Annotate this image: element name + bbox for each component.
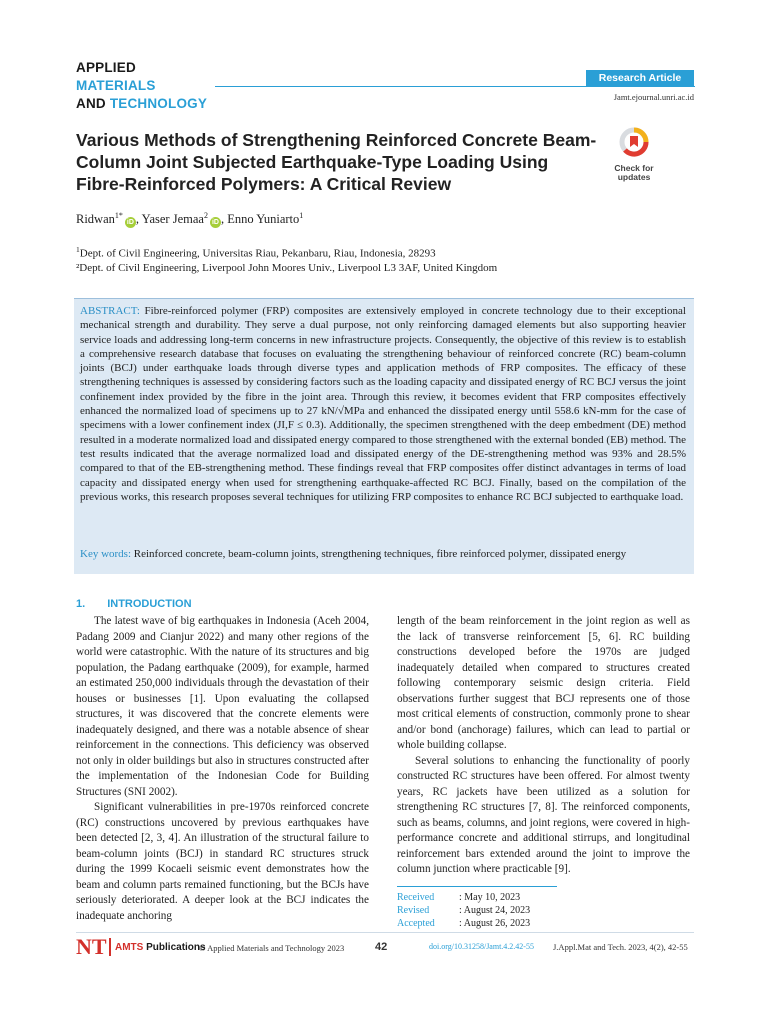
publisher-name-a: AMTS xyxy=(115,942,144,953)
journal-name-line1: APPLIED xyxy=(76,60,136,75)
abstract-label: ABSTRACT: xyxy=(80,305,140,317)
check-updates-line1: Check for xyxy=(614,163,654,173)
journal-name-line2: MATERIALS xyxy=(76,78,156,93)
check-for-updates[interactable] xyxy=(604,127,664,182)
author-1-affiliation: 1* xyxy=(114,211,123,220)
keywords xyxy=(80,548,686,560)
affiliation-2: ²Dept. of Civil Engineering, Liverpool John Moores Univ., Liverpool L3 3AF, United Kingdom xyxy=(76,262,498,274)
journal-url[interactable]: Jamt.ejournal.unri.ac.id xyxy=(613,92,694,102)
page-number: 42 xyxy=(375,941,388,953)
section-number: 1. xyxy=(76,598,86,610)
publisher-name-b: Publications xyxy=(143,942,206,953)
check-updates-line2: updates xyxy=(617,172,651,182)
footer-rule xyxy=(76,932,694,933)
orcid-icon[interactable]: iD xyxy=(126,219,134,227)
author-2-affiliation: 2 xyxy=(203,211,208,220)
author-list xyxy=(76,211,303,228)
author-2: , Yaser Jemaa xyxy=(135,212,204,227)
check-updates-icon xyxy=(619,127,649,157)
affiliation-1 xyxy=(76,245,436,260)
section-heading xyxy=(76,598,192,610)
body-column-right xyxy=(397,614,690,878)
keywords-text: Reinforced concrete, beam-column joints, strengthening techniques, fibre reinforced polymer, dissipated energy xyxy=(131,548,627,560)
revised-date: : August 24, 2023 xyxy=(459,905,531,916)
paragraph: length of the beam reinforcement in the joint region as well as the lack of transverse reinforcement [5, 6]. RC building constructions developed before the 1970s are judged inadequately detailed when compared to structures created following contemporary seismic design criteria. Field observations further suggest that BCJ represents one of those most critical elements of construction, commonly prone to shear and/or bond (anchorage) failures, which can lead to partial or whole building collapse. xyxy=(397,615,690,751)
paragraph: Several solutions to enhancing the functionality of poorly constructed RC structures have been offered. For almost twenty years, RC jackets have been utilized as a solution for strengthening RC structures [7, 8]. The reinforced components, such as beams, columns, and joint regions, were covered in high-performance concrete and additional stirrups, and longitudinal reinforcement bars extended around the joint to improve the column junction where practicable [9]. xyxy=(397,754,690,875)
author-3: , Enno Yuniarto xyxy=(220,212,300,227)
accepted-date: : August 26, 2023 xyxy=(459,918,531,929)
body-column-left xyxy=(76,614,369,924)
journal-name-line3b: TECHNOLOGY xyxy=(109,96,208,111)
revised-label: Revised xyxy=(397,905,430,916)
dates-rule xyxy=(397,886,557,887)
paragraph: Significant vulnerabilities in pre-1970s reinforced concrete (RC) constructions uncovered by previous earthquakes have been detected [2, 3, 4]. An illustration of the structural failure to beam-column joints (BCJ) in standard RC structures struck during the 1999 Kocaeli seismic event demonstrates how the beam and column parts remained functioning, but the BCJs have seriously deteriorated. A deeper look at the BCJ indicates the inadequate anchoring xyxy=(76,801,369,922)
affiliation-1-number: 1 xyxy=(76,245,80,254)
orcid-icon[interactable]: iD xyxy=(211,219,219,227)
accepted-label: Accepted xyxy=(397,918,435,929)
doi-link[interactable]: doi.org/10.31258/Jamt.4.2.42-55 xyxy=(429,942,534,951)
keywords-label: Key words: xyxy=(80,548,132,560)
copyright: © Applied Materials and Technology 2023 xyxy=(199,943,345,953)
journal-name-line3a: AND xyxy=(76,96,110,111)
section-title: INTRODUCTION xyxy=(107,598,192,610)
article-type-badge: Research Article xyxy=(586,70,694,86)
author-3-affiliation: 1 xyxy=(299,211,304,220)
affiliation-1-text: Dept. of Civil Engineering, Universitas Riau, Pekanbaru, Riau, Indonesia, 28293 xyxy=(79,247,436,260)
article-dates xyxy=(397,891,530,930)
header-rule xyxy=(215,86,695,87)
author-1: Ridwan xyxy=(76,212,115,227)
publisher-logo: NT xyxy=(76,934,107,959)
abstract-text: Fibre-reinforced polymer (FRP) composites are extensively employed in concrete technology due to their exceptional mechanical strength and durability. They serve a dual purpose, not only reinforcing damaged elements but also supporting heavier service loads and addressing long-term concerns in new infrastructure projects. Consequently, the objective of this review is to establish a comprehensive research database that focuses on evaluating the strengthening behaviour of reinforced concrete (RC) beam-column joints (BCJ) under earthquake loads through diverse types and application methods of FRP composites. The efficacy of these strengthening techniques is assessed by considering factors such as the loading capacity and dissipated energy of RC BCJ versus the joint confinement index provided by the fibre in the joint area. Through this review, it becomes evident that FRP composites effectively enhanced the normalized load of specimens up to 27 kN/√MPa and enhanced the dissipated energy until 558.6 kN-mm for the case of specimens with a lower confinement index (JI,F ≤ 0.3). Additionally, the specimen strengthened with the deep embedment (DE) method resulted in a moderate normalized load and dissipated energy compared to those strengthened with the external bonded (EB) method. The test results indicated that the average normalized load and dissipated energy of the DE-strengthening method was 93% and 28.5% compared to that of the EB-strengthening method. These findings reveal that FRP composites offer distinct advantages in terms of load capacity and dissipated energy when used for strengthening earthquake-affected RC BCJ. Finally, based on the compilation of the previous works, this research proposes several techniques for utilizing FRP composites to enhance RC BCJ subjected to earthquake load. xyxy=(80,305,686,503)
received-date: : May 10, 2023 xyxy=(459,892,521,903)
abstract xyxy=(80,304,686,504)
publisher-name xyxy=(115,942,206,953)
citation: J.Appl.Mat and Tech. 2023, 4(2), 42-55 xyxy=(553,942,688,952)
received-label: Received xyxy=(397,892,435,903)
journal-logo xyxy=(76,59,207,113)
paragraph: The latest wave of big earthquakes in Indonesia (Aceh 2004, Padang 2009 and Cianjur 2022) and many other regions of the world were catastrophic. With the nature of its structures and big population, the Padang earthquake (2009), for example, harmed an estimated 250,000 individuals through the devastation of their houses or businesses [1]. Upon evaluating the collapsed structures, it was discovered that the concrete elements were inadequately designed, and there was a notable absence of shear reinforcement in the connections. This deficiency was observed not only in older buildings but also in structures constructed after the implementation of the Indonesian Code for Building Structures (SNI 2002). xyxy=(76,615,369,798)
publisher-logo-divider xyxy=(109,938,111,956)
footer xyxy=(76,934,694,959)
article-title: Various Methods of Strengthening Reinforced Concrete Beam-Column Joint Subjected Earthquake-Type Loading Using Fibre-Reinforced Polymers: A Critical Review xyxy=(76,130,597,194)
